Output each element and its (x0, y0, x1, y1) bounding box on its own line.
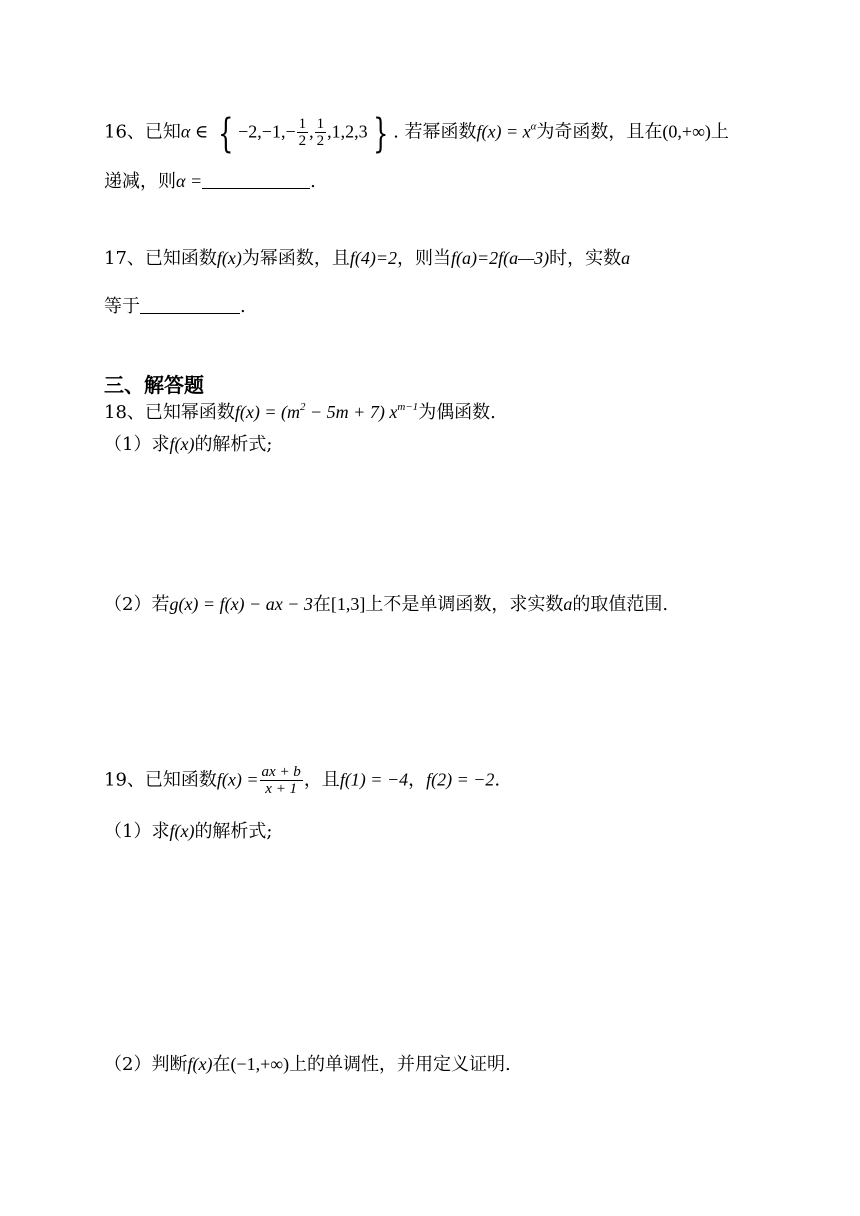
q16-answer-blank[interactable] (202, 170, 310, 189)
q16-frac-1: $\frac{1}{2}$ (298, 116, 307, 149)
q19-part1: （1）求f(x)的解析式; (104, 821, 273, 842)
q16-line2: 递减，则α = . (104, 171, 316, 192)
q17-line2: 等于 . (104, 296, 246, 317)
q17-answer-blank[interactable] (140, 295, 240, 314)
section-title: 三、解答题 (104, 373, 204, 397)
q19-stem: 19、已知函数f(x) = $\frac{ax + b}{x + 1}$ ，且f(1) = −4，f(2) = −2. (104, 764, 501, 797)
q19-fraction: $\frac{ax + b}{x + 1}$ (261, 764, 301, 797)
q16-fx: f(x) = x (476, 121, 531, 142)
q18-part2: （2）若g(x) = f(x) − ax − 3在[1,3]上不是单调函数，求实数a的取值范围. (104, 594, 669, 615)
q19-part2: （2）判断f(x)在(−1,+∞)上的单调性，并用定义证明. (104, 1054, 511, 1075)
q16-frac-2: $\frac{1}{2}$ (316, 116, 325, 149)
q16-set-after: ,1,2,3 (327, 121, 368, 142)
q17-line1: 17、已知函数f(x)为幂函数，且f(4)=2，则当f(a)=2f(a—3)时，实数a (104, 248, 631, 269)
q16-line1: 16、已知α ∈ { −2,−1,− $\frac{1}{2}$ , $\frac{1}{2}$ ,1,2,3 } . 若幂函数$f(x) = x^\alpha$为奇函数，且在(0,+∞)上 (104, 110, 729, 157)
q16-number-lead: 16、已知 (104, 121, 181, 143)
q16-set-before: −2,−1,− (238, 121, 296, 142)
q16-interval: (0,+∞) (662, 121, 711, 142)
q18-part1: （1）求f(x)的解析式; (104, 434, 273, 455)
q18-stem: 18、已知幂函数$f(x) = (m^2 - 5m + 7)$ $x^{m-1}$为偶函数. (104, 401, 496, 423)
